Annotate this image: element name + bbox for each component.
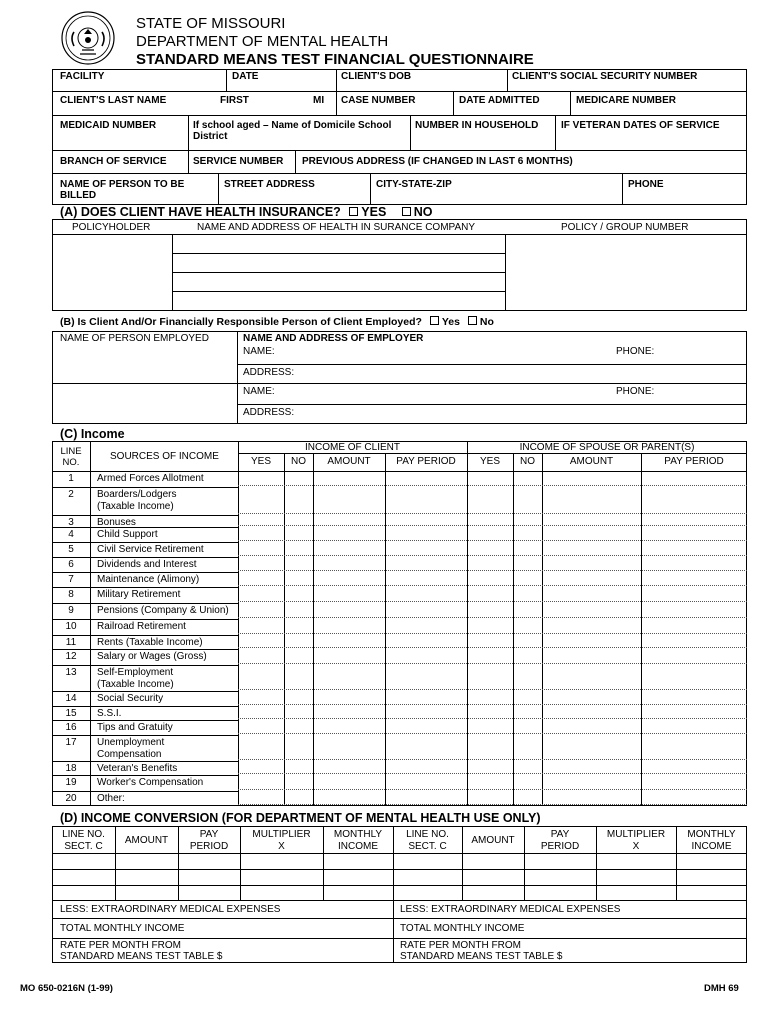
income-line-number: 6 <box>68 559 74 570</box>
income-line-number: 14 <box>65 693 77 704</box>
income-source-label: Self-Employment <box>97 667 174 678</box>
income-line-number: 20 <box>65 793 77 804</box>
income-source-label: Pensions (Company & Union) <box>97 605 229 616</box>
income-line-number: 17 <box>65 737 77 748</box>
income-source-label: Social Security <box>97 693 164 704</box>
d-monthly-header-left: MONTHLY <box>333 829 383 840</box>
section-b-title: (B) Is Client And/Or Financially Responsible Person of Client Employed? Yes No <box>60 316 494 328</box>
header-department: DEPARTMENT OF MENTAL HEALTH <box>136 33 389 50</box>
street-address-label: STREET ADDRESS <box>224 179 315 190</box>
rate-per-month-left: RATE PER MONTH FROM <box>60 940 181 951</box>
income-line-number: 12 <box>65 651 77 662</box>
d-line-no-header-right: LINE NO. <box>406 829 449 840</box>
d-amount-header-left: AMOUNT <box>124 835 169 846</box>
income-source-label: Compensation <box>97 749 162 760</box>
income-of-spouse-header: INCOME OF SPOUSE OR PARENT(S) <box>519 442 695 453</box>
income-line-number: 4 <box>68 529 74 540</box>
employed-no-label: No <box>479 316 494 328</box>
branch-of-service-label: BRANCH OF SERVICE <box>60 156 167 167</box>
employer-address-label-2: ADDRESS: <box>243 407 295 418</box>
d-sect-c-header-left: SECT. C <box>64 841 103 852</box>
income-line-number: 18 <box>65 763 77 774</box>
client-pay-period-header: PAY PERIOD <box>396 456 456 467</box>
income-of-client-header: INCOME OF CLIENT <box>304 442 400 453</box>
income-source-label: Boarders/Lodgers <box>97 489 177 500</box>
insurance-no-label: NO <box>413 205 433 219</box>
d-period-header-left: PERIOD <box>189 841 229 852</box>
income-line-number: 16 <box>65 722 77 733</box>
d-x-header-left: X <box>278 841 285 852</box>
employer-name-label-1: NAME: <box>243 346 275 357</box>
policy-number-header: POLICY / GROUP NUMBER <box>561 222 689 233</box>
insurance-no-checkbox[interactable] <box>402 207 411 216</box>
clients-ssn-label: CLIENT'S SOCIAL SECURITY NUMBER <box>512 71 698 82</box>
income-source-label: Worker's Compensation <box>97 777 204 788</box>
employer-address-label-1: ADDRESS: <box>243 367 295 378</box>
employer-name-label-2: NAME: <box>243 386 275 397</box>
income-line-number: 3 <box>68 517 74 528</box>
line-no-header: LINE NO. <box>60 446 82 468</box>
income-source-label: Other: <box>97 793 125 804</box>
income-line-number: 11 <box>65 637 77 648</box>
total-monthly-right: TOTAL MONTHLY INCOME <box>400 923 525 934</box>
income-source-label: Dividends and Interest <box>97 559 197 570</box>
d-monthly-header-right: MONTHLY <box>687 829 736 840</box>
section-d-title: (D) INCOME CONVERSION (FOR DEPARTMENT OF MENTAL HEALTH USE ONLY) <box>60 811 541 825</box>
d-line-no-header-left: LINE NO. <box>62 829 105 840</box>
dmh-number: DMH 69 <box>704 983 739 994</box>
d-period-header-right: PERIOD <box>540 841 580 852</box>
employer-header: NAME AND ADDRESS OF EMPLOYER <box>243 333 424 344</box>
date-label: DATE <box>232 71 259 82</box>
total-monthly-left: TOTAL MONTHLY INCOME <box>60 923 185 934</box>
income-line-number: 9 <box>68 605 74 616</box>
sources-of-income-header: SOURCES OF INCOME <box>110 451 219 462</box>
income-source-label: (Taxable Income) <box>97 501 174 512</box>
income-line-number: 10 <box>65 621 77 632</box>
income-source-label: Bonuses <box>97 517 136 528</box>
clients-dob-label: CLIENT'S DOB <box>341 71 412 82</box>
previous-address-label: PREVIOUS ADDRESS (IF CHANGED IN LAST 6 MONTHS) <box>302 156 573 167</box>
income-line-number: 5 <box>68 544 74 555</box>
d-x-header-right: X <box>632 841 640 852</box>
d-income-header-left: INCOME <box>338 841 378 852</box>
client-no-header: NO <box>291 456 306 467</box>
household-number-label: NUMBER IN HOUSEHOLD <box>415 120 539 131</box>
income-line-number: 8 <box>68 589 74 600</box>
income-source-label: Military Retirement <box>97 589 181 600</box>
income-source-label: S.S.I. <box>97 708 122 719</box>
income-line-number: 2 <box>68 489 74 500</box>
standard-table-right: STANDARD MEANS TEST TABLE $ <box>400 951 563 962</box>
income-source-label: Armed Forces Allotment <box>97 473 204 484</box>
medicaid-number-label: MEDICAID NUMBER <box>60 120 157 131</box>
d-multiplier-header-right: MULTIPLIER <box>606 829 666 840</box>
d-income-header-right: INCOME <box>691 841 732 852</box>
income-source-label: Unemployment <box>97 737 165 748</box>
rate-per-month-right: RATE PER MONTH FROM <box>400 940 521 951</box>
income-source-label: (Taxable Income) <box>97 679 174 690</box>
section-a-title: (A) DOES CLIENT HAVE HEALTH INSURANCE? YES NO <box>60 205 433 219</box>
client-amount-header: AMOUNT <box>327 456 371 467</box>
employer-phone-label-1: PHONE: <box>616 346 655 357</box>
date-admitted-label: DATE ADMITTED <box>459 95 540 106</box>
insurance-company-header: NAME AND ADDRESS OF HEALTH IN SURANCE COMPANY <box>197 222 476 233</box>
income-source-label: Tips and Gratuity <box>97 722 173 733</box>
last-name-label: CLIENT'S LAST NAME <box>60 95 167 106</box>
income-source-label: Salary or Wages (Gross) <box>97 651 207 662</box>
section-c-title: (C) Income <box>60 427 125 441</box>
person-employed-header: NAME OF PERSON EMPLOYED <box>60 333 209 344</box>
income-source-label: Child Support <box>97 529 158 540</box>
less-medical-left: LESS: EXTRAORDINARY MEDICAL EXPENSES <box>60 904 281 915</box>
insurance-yes-checkbox[interactable] <box>349 207 358 216</box>
employed-yes-label: Yes <box>441 316 460 328</box>
d-multiplier-header-left: MULTIPLIER <box>252 829 311 840</box>
service-number-label: SERVICE NUMBER <box>193 156 284 167</box>
employer-phone-label-2: PHONE: <box>616 386 655 397</box>
income-source-label: Veteran's Benefits <box>97 763 178 774</box>
employed-yes-checkbox[interactable] <box>430 316 439 325</box>
medicare-number-label: MEDICARE NUMBER <box>576 95 676 106</box>
veteran-dates-label: IF VETERAN DATES OF SERVICE <box>561 120 720 131</box>
employed-no-checkbox[interactable] <box>468 316 477 325</box>
phone-label: PHONE <box>628 179 664 190</box>
state-seal-icon <box>60 10 116 66</box>
spouse-no-header: NO <box>520 456 535 467</box>
standard-table-left: STANDARD MEANS TEST TABLE $ <box>60 951 223 962</box>
policyholder-header: POLICYHOLDER <box>72 222 151 233</box>
spouse-yes-header: YES <box>479 456 500 467</box>
less-medical-right: LESS: EXTRAORDINARY MEDICAL EXPENSES <box>400 904 621 915</box>
income-line-number: 1 <box>68 473 74 484</box>
mi-label: MI <box>313 95 325 106</box>
form-title: STANDARD MEANS TEST FINANCIAL QUESTIONNAIRE <box>136 51 534 68</box>
employment-table <box>52 331 747 424</box>
first-name-label: FIRST <box>220 95 249 106</box>
d-pay-header-right: PAY <box>550 829 570 840</box>
school-district-label: If school aged – Name of Domicile School District <box>193 120 392 142</box>
income-line-number: 13 <box>65 667 77 678</box>
insurance-yes-label: YES <box>361 205 387 219</box>
form-number: MO 650-0216N (1-99) <box>20 983 113 994</box>
income-line-number: 7 <box>68 574 74 585</box>
income-source-label: Rents (Taxable Income) <box>97 637 203 648</box>
income-line-number: 19 <box>65 777 77 788</box>
d-amount-header-right: AMOUNT <box>471 835 515 846</box>
person-billed-label: NAME OF PERSON TO BE BILLED <box>60 179 185 201</box>
income-source-label: Railroad Retirement <box>97 621 186 632</box>
client-yes-header: YES <box>250 456 271 467</box>
spouse-amount-header: AMOUNT <box>569 456 614 467</box>
header-state: STATE OF MISSOURI <box>136 15 286 32</box>
facility-label: FACILITY <box>60 71 105 82</box>
city-state-zip-label: CITY-STATE-ZIP <box>376 179 452 190</box>
spouse-pay-period-header: PAY PERIOD <box>664 456 724 467</box>
d-sect-c-header-right: SECT. C <box>408 841 447 852</box>
income-source-label: Maintenance (Alimony) <box>97 574 200 585</box>
case-number-label: CASE NUMBER <box>341 95 416 106</box>
income-source-label: Civil Service Retirement <box>97 544 204 555</box>
income-line-number: 15 <box>65 708 77 719</box>
d-pay-header-left: PAY <box>199 829 219 840</box>
